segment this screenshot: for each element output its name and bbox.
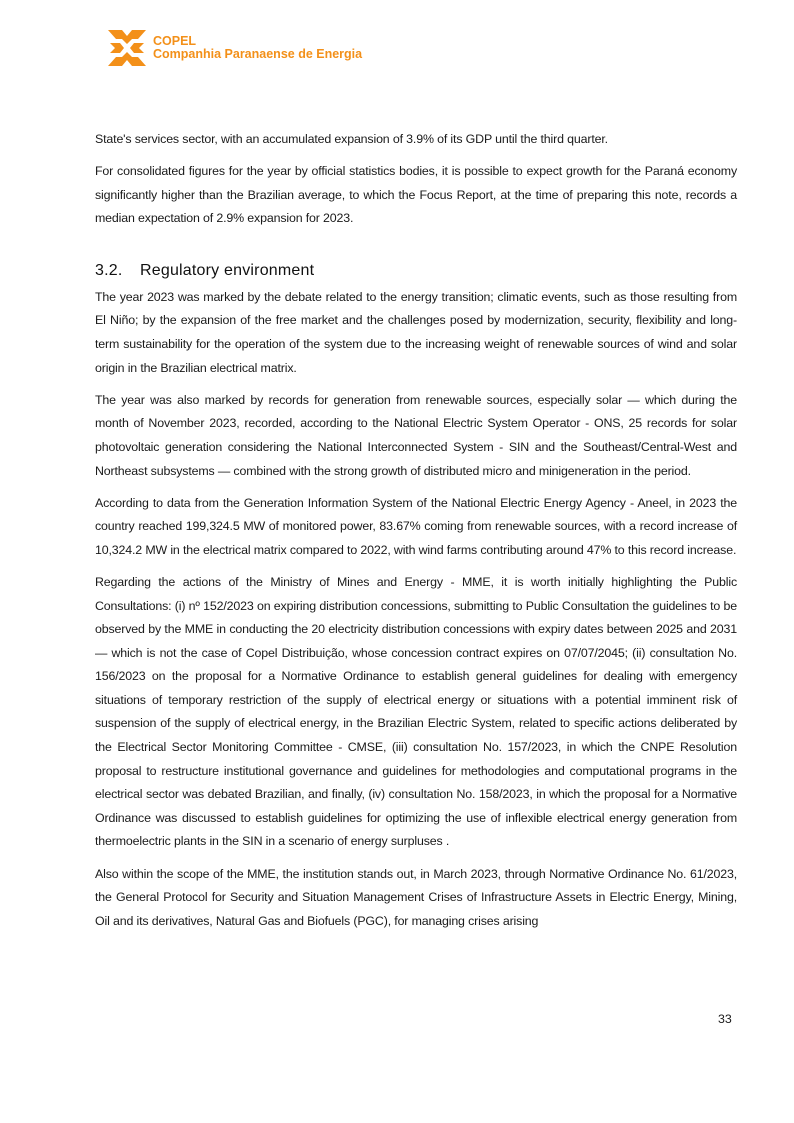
paragraph: Regarding the actions of the Ministry of Mines and Energy - MME, it is worth initially highlighting the Public Consultations: (i) nº 152/2023 on expiring distribution concessions, submitting to Public Consultation the guidelines to be observed by the MME in conducting the 20 electricity distribution concessions with expiry dates between 2025 and 2031 — which is not the case of Copel Distribuição, whose concession contract expires on 07/07/2045; (ii) consultation No. 156/2023 on the proposal for a Normative Ordinance to establish general guidelines for dealing with emergency situations of temporary restriction of the supply of electrical energy or situations with a potential imminent risk of suspension of the supply of electrical energy, in the Brazilian Electric System, related to specific actions deliberated by the Electrical Sector Monitoring Committee - CMSE, (iii) consultation No. 157/2023, in which the CNPE Resolution proposal to restructure institutional governance and guidelines for methodologies and computational programs in the electrical sector was debated Brazilian, and finally, (iv) consultation No. 158/2023, in which the proposal for a Normative Ordinance was discussed to establish guidelines for optimizing the use of inflexible electrical energy generation from thermoelectric plants in the SIN in a scenario of energy surpluses . [95, 574, 737, 849]
company-name: Companhia Paranaense de Energia [153, 47, 363, 61]
document-body [95, 128, 737, 942]
paragraph: For consolidated figures for the year by official statistics bodies, it is possible to expect growth for the Paraná economy significantly higher than the Brazilian average, to which the Focus Report, at the time of preparing this note, records a median expectation of 2.9% expansion for 2023. [95, 164, 737, 226]
paragraph: State's services sector, with an accumulated expansion of 3.9% of its GDP until the third quarter. [95, 132, 608, 146]
section-heading [95, 262, 737, 280]
section-title: Regulatory environment [140, 261, 315, 279]
paragraph: The year 2023 was marked by the debate related to the energy transition; climatic events, such as those resulting from El Niño; by the expansion of the free market and the challenges posed by modernization, security, flexibility and long-term sustainability for the operation of the system due to the increasing weight of renewable sources of wind and solar origin in the Brazilian electrical matrix. [95, 289, 737, 375]
page-number: 33 [718, 1012, 732, 1026]
section-number: 3.2. [95, 261, 123, 279]
company-logo [108, 30, 362, 66]
copel-logo-icon [108, 30, 146, 66]
paragraph: Also within the scope of the MME, the institution stands out, in March 2023, through Normative Ordinance No. 61/2023, the General Protocol for Security and Situation Management Crises of Infrastructure Assets in Electric Energy, Mining, Oil and its derivatives, Natural Gas and Biofuels (PGC), for managing crises arising [95, 866, 737, 928]
paragraph: The year was also marked by records for generation from renewable sources, especially solar — which during the month of November 2023, recorded, according to the National Electric System Operator - ONS, 25 records for solar photovoltaic generation considering the National Interconnected System - SIN and the Southeast/Central-West and Northeast subsystems — combined with the strong growth of distributed micro and minigeneration in the period. [95, 392, 737, 478]
paragraph: According to data from the Generation Information System of the National Electric Energy Agency - Aneel, in 2023 the country reached 199,324.5 MW of monitored power, 83.67% coming from renewable sources, with a record increase of 10,324.2 MW in the electrical matrix compared to 2022, with wind farms contributing around 47% to this record increase. [95, 495, 737, 557]
brand-name: COPEL [153, 34, 197, 48]
